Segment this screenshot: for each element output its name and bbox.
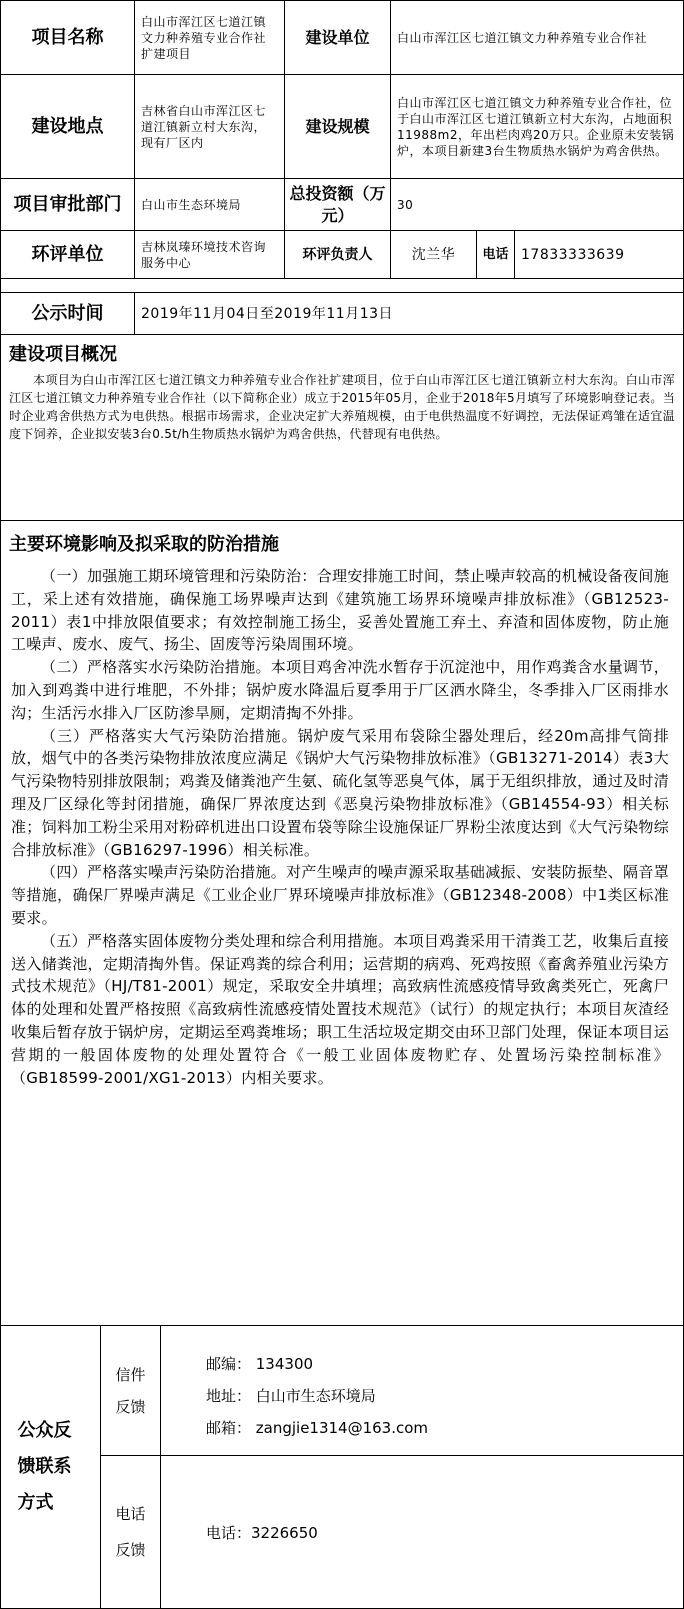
notice-time-value: 2019年11月04日至2019年11月13日 xyxy=(135,293,684,335)
measure-paragraph: （四）严格落实噪声污染防治措施。对产生噪声的噪声源采取基础减振、安装防振垫、隔音罩等措施，确保厂界噪声满足《工业企业厂界环境噪声排放标准》（GB12348-2008）中1类区标准要求。 xyxy=(11,863,669,927)
scale-value: 白山市浑江区七道江镇文力种养殖专业合作社，位于白山市浑江区七道江镇新立村大东沟，占地面积11988m2，年出栏肉鸡20万只。企业原未安装锅炉，本项目新建3台生物质热水锅炉为鸡舍供热。 xyxy=(391,75,684,179)
location-label: 建设地点 xyxy=(1,75,135,179)
investment-label: 总投资额（万元） xyxy=(285,179,391,231)
overview-section xyxy=(1,335,684,521)
builder-label: 建设单位 xyxy=(285,1,391,75)
phone-value: 17833333639 xyxy=(515,231,684,279)
overview-text: 本项目为白山市浑江区七道江镇文力种养殖专业合作社扩建项目，位于白山市浑江区七道江镇新立村大东沟。白山市浑江区七道江镇文力种养殖专业合作社（以下简称企业）成立于2015年05月，企业于2018年5月填写了环境影响登记表。当时企业鸡舍供热方式为电供热。根据市场需求，企业决定扩大养殖规模，由于电供热温度不好调控，无法保证鸡雏在适宜温度下饲养，企业拟安装3台0.5t/h生物质热水锅炉为鸡舍供热，代替现有电供热。 xyxy=(9,373,675,441)
approval-value: 白山市生态环境局 xyxy=(135,179,285,231)
feedback-label-text: 公众反馈联系方式 xyxy=(17,1420,72,1513)
phone-feedback-content xyxy=(161,1456,684,1609)
phone-feedback-text: 电话反馈 xyxy=(115,1505,146,1559)
feedback-label xyxy=(1,1326,101,1609)
eia-unit-label: 环评单位 xyxy=(1,231,135,279)
eia-unit-value: 吉林岚瑧环境技术咨询服务中心 xyxy=(135,231,285,279)
overview-title: 建设项目概况 xyxy=(9,344,117,365)
builder-value: 白山市浑江区七道江镇文力种养殖专业合作社 xyxy=(391,1,684,75)
measures-title: 主要环境影响及拟采取的防治措施 xyxy=(9,534,279,555)
address: 地址： 白山市生态环境局 xyxy=(206,1387,376,1405)
measures-section xyxy=(1,521,684,1326)
investment-value: 30 xyxy=(391,179,684,231)
email: 邮箱： zangjie1314@163.com xyxy=(206,1419,429,1437)
phone-label: 电话 xyxy=(477,231,515,279)
measure-paragraph: （二）严格落实水污染防治措施。本项目鸡舍冲洗水暂存于沉淀池中，用作鸡粪含水量调节，加入到鸡粪中进行堆肥，不外排；锅炉废水降温后夏季用于厂区洒水降尘，冬季排入厂区雨排水沟；生活污水排入厂区防渗旱厕，定期清掏不外排。 xyxy=(11,658,669,722)
scale-label: 建设规模 xyxy=(285,75,391,179)
postcode: 邮编： 134300 xyxy=(206,1355,314,1373)
letter-feedback-text: 信件反馈 xyxy=(115,1365,146,1416)
feedback-phone: 电话：3226650 xyxy=(206,1523,318,1542)
approval-label: 项目审批部门 xyxy=(1,179,135,231)
eia-person-label: 环评负责人 xyxy=(285,231,391,279)
measure-paragraph: （五）严格落实固体废物分类处理和综合利用措施。本项目鸡粪采用干清粪工艺，收集后直接送入储粪池，定期清掏外售。保证鸡粪的综合利用；运营期的病鸡、死鸡按照《畜禽养殖业污染方式技术规范》（HJ/T81-2001）规定，采取安全井填埋；高致病性流感疫情导致禽类死亡，死禽尸体的处理和处置严格按照《高致病性流感疫情处置技术规范》（试行）的规定执行；本项目灰渣经收集后暂存放于锅炉房，定期运至鸡粪堆场；职工生活垃圾定期交由环卫部门处理，保证本项目运营期的一般固体废物的处理处置符合《一般工业固体废物贮存、处置场污染控制标准》（GB18599-2001/XG1-2013）内相关要求。 xyxy=(11,931,669,1087)
letter-feedback-content xyxy=(161,1326,684,1456)
measure-paragraph: （一）加强施工期环境管理和污染防治：合理安排施工时间，禁止噪声较高的机械设备夜间施工，采上述有效措施，确保施工场界噪声达到《建筑施工场界环境噪声排放标准》（GB12523-2011）表1中排放限值要求；有效控制施工扬尘，妥善处置施工弃土、弃渣和固体废物，防止施工噪声、废水、废气、扬尘、固废等污染周围环境。 xyxy=(11,567,669,654)
eia-person-value: 沈兰华 xyxy=(391,231,477,279)
measure-paragraph: （三）严格落实大气污染防治措施。锅炉废气采用布袋除尘器处理后，经20m高排气筒排放，烟气中的各类污染物排放浓度应满足《锅炉大气污染物排放标准》（GB13271-2014）表3大气污染物特别排放限制；鸡粪及储粪池产生氨、硫化氢等恶臭气体，属于无组织排放，通过及时清理及厂区绿化等封闭措施，确保厂界浓度达到《恶臭污染物排放标准》（GB14554-93）相关标准；饲料加工粉尘采用对粉碎机进出口设置布袋等除尘设施保证厂界粉尘浓度达到《大气污染物综合排放标准》（GB16297-1996）相关标准。 xyxy=(11,726,669,859)
location-value: 吉林省白山市浑江区七道江镇新立村大东沟，现有厂区内 xyxy=(135,75,285,179)
phone-feedback-label xyxy=(101,1456,161,1609)
letter-feedback-label xyxy=(101,1326,161,1456)
project-name-label: 项目名称 xyxy=(1,1,135,75)
spacer-row xyxy=(1,279,684,293)
project-name-value: 白山市浑江区七道江镇文力种养殖专业合作社扩建项目 xyxy=(135,1,285,75)
notice-time-label: 公示时间 xyxy=(1,293,135,335)
